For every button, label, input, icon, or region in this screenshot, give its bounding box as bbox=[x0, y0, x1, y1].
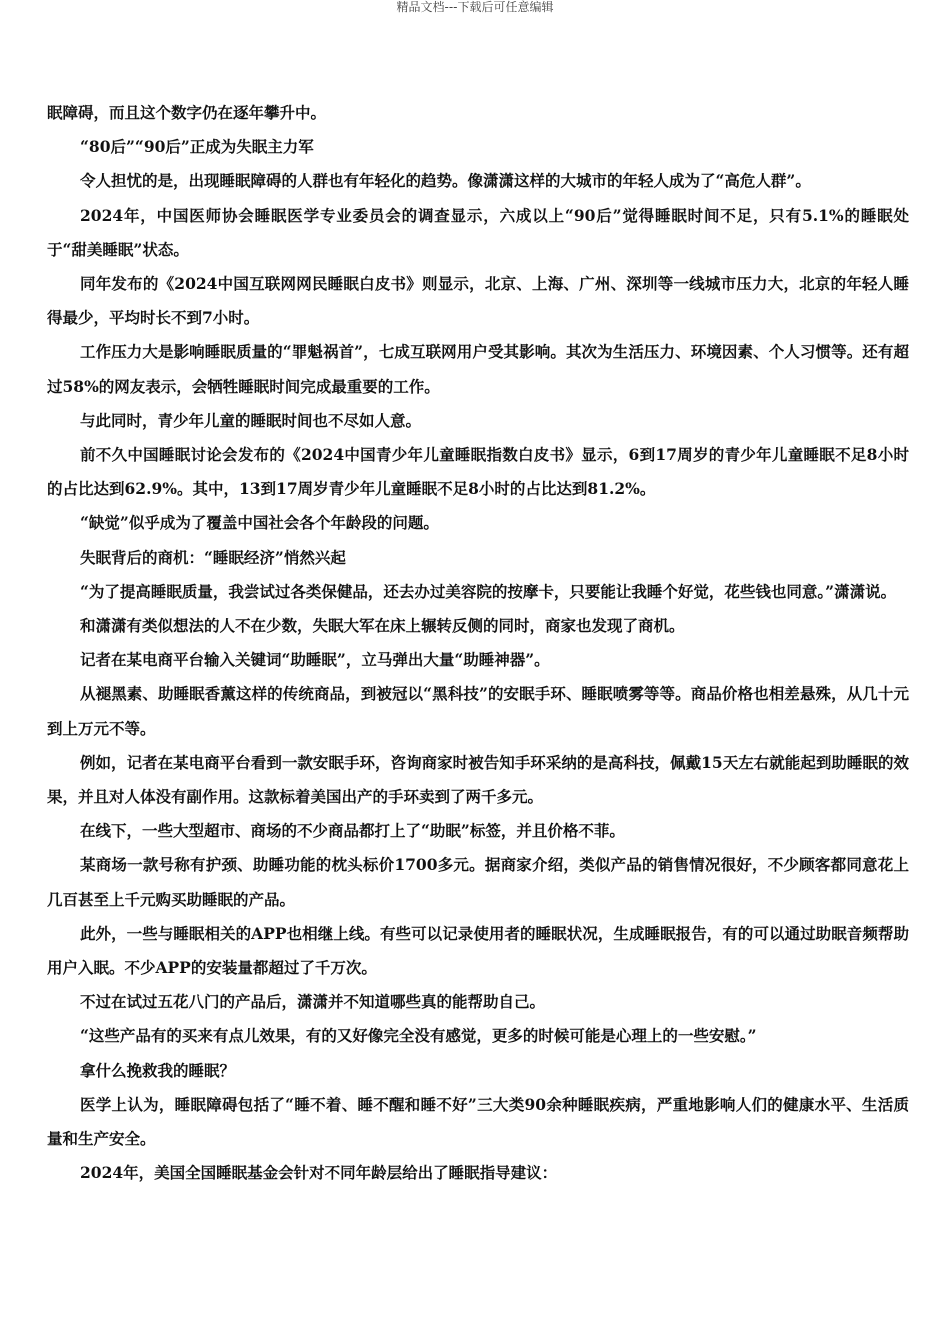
paragraph: 记者在某电商平台输入关键词“助睡眠”，立马弹出大量“助睡神器”。 bbox=[80, 650, 550, 670]
paragraph: 和潇潇有类似想法的人不在少数，失眠大军在床上辗转反侧的同时，商家也发现了商机。 bbox=[80, 616, 685, 636]
section-heading: “80后”“90后”正成为失眠主力军 bbox=[80, 137, 314, 157]
paragraph: 前不久中国睡眠讨论会发布的《2024中国青少年儿童睡眠指数白皮书》显示，6到17周岁的青少年儿童睡眠不足8小时的占比达到62.9%。其中，13到17周岁青少年儿童睡眠不足8小时的占比达到81.2%。 bbox=[47, 445, 909, 499]
paragraph: 令人担忧的是，出现睡眠障碍的人群也有年轻化的趋势。像潇潇这样的大城市的年轻人成为了“高危人群”。 bbox=[80, 171, 811, 191]
paragraph: 不过在试过五花八门的产品后，潇潇并不知道哪些真的能帮助自己。 bbox=[80, 992, 546, 1012]
paragraph: 例如，记者在某电商平台看到一款安眠手环，咨询商家时被告知手环采纳的是高科技，佩戴15天左右就能起到助睡眠的效果，并且对人体没有副作用。这款标着美国出产的手环卖到了两千多元。 bbox=[47, 752, 909, 807]
section-heading: 拿什么挽救我的睡眠？ bbox=[80, 1060, 236, 1080]
paragraph: “这些产品有的买来有点儿效果，有的又好像完全没有感觉，更多的时候可能是心理上的一些安慰。” bbox=[80, 1026, 757, 1046]
paragraph: 2024年，中国医师协会睡眠医学专业委员会的调查显示，六成以上“90后”觉得睡眠时间不足，只有5.1%的睡眠处于“甜美睡眠”状态。 bbox=[47, 205, 909, 259]
paragraph: 与此同时，青少年儿童的睡眠时间也不尽如人意。 bbox=[80, 410, 422, 430]
section-heading: 失眠背后的商机：“睡眠经济”悄然兴起 bbox=[80, 547, 346, 567]
paragraph: 眠障碍，而且这个数字仍在逐年攀升中。 bbox=[47, 103, 327, 122]
paragraph: “缺觉”似乎成为了覆盖中国社会各个年龄段的问题。 bbox=[80, 513, 439, 533]
paragraph: 在线下，一些大型超市、商场的不少商品都打上了“助眠”标签，并且价格不菲。 bbox=[80, 821, 625, 841]
paragraph: 医学上认为，睡眠障碍包括了“睡不着、睡不醒和睡不好”三大类90余种睡眠疾病，严重地影响人们的健康水平、生活质量和生产安全。 bbox=[47, 1094, 909, 1149]
paragraph: 从褪黑素、助睡眠香薰这样的传统商品，到被冠以“黑科技”的安眠手环、睡眠喷雾等等。商品价格也相差悬殊，从几十元到上万元不等。 bbox=[47, 684, 909, 738]
paragraph: 2024年，美国全国睡眠基金会针对不同年龄层给出了睡眠指导建议： bbox=[80, 1163, 558, 1183]
paragraph: 同年发布的《2024中国互联网网民睡眠白皮书》则显示，北京、上海、广州、深圳等一线城市压力大，北京的年轻人睡得最少，平均时长不到7小时。 bbox=[47, 274, 909, 328]
paragraph: “为了提高睡眠质量，我尝试过各类保健品，还去办过美容院的按摩卡，只要能让我睡个好觉，花些钱也同意。”潇潇说。 bbox=[80, 581, 897, 601]
page-header: 精品文档---下载后可任意编辑 bbox=[396, 0, 554, 14]
paragraph: 某商场一款号称有护颈、助睡功能的枕头标价1700多元。据商家介绍，类似产品的销售情况很好，不少顾客都同意花上几百甚至上千元购买助睡眠的产品。 bbox=[47, 855, 909, 909]
document-body bbox=[47, 96, 909, 1191]
paragraph: 此外，一些与睡眠相关的APP也相继上线。有些可以记录使用者的睡眠状况，生成睡眠报告，有的可以通过助眠音频帮助用户入眠。不少APP的安装量都超过了千万次。 bbox=[47, 923, 909, 978]
paragraph: 工作压力大是影响睡眠质量的“罪魁祸首”，七成互联网用户受其影响。其次为生活压力、环境因素、个人习惯等。还有超过58%的网友表示，会牺牲睡眠时间完成最重要的工作。 bbox=[47, 342, 909, 396]
